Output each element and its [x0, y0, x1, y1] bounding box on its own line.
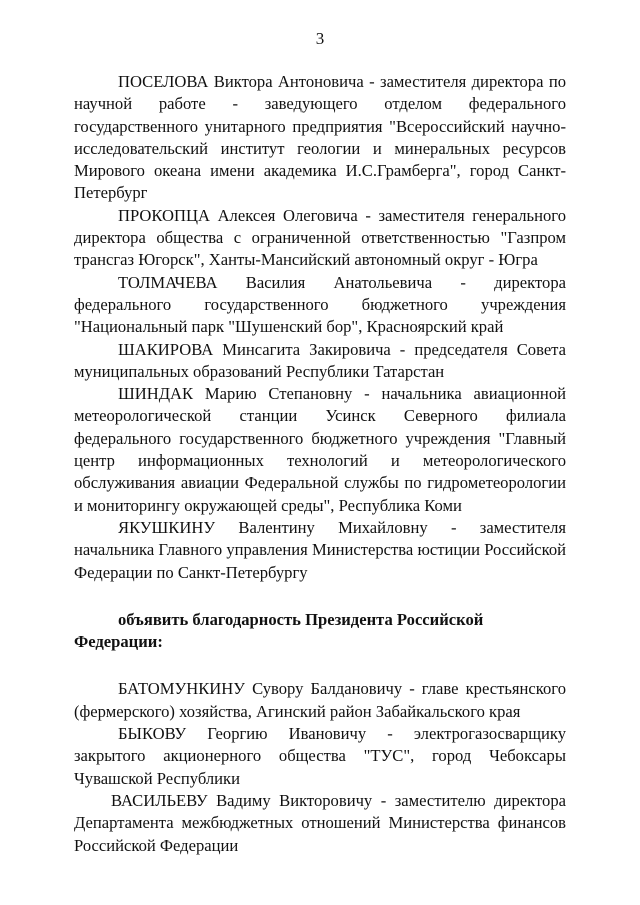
gratitude-entry-batomunkin: БАТОМУНКИНУ Сувору Балдановичу - главе крестьянского (фермерского) хозяйства, Агинский район Забайкальского края [74, 679, 566, 721]
award-entry-shakirov: ШАКИРОВА Минсагита Закировича - председателя Совета муниципальных образований Республики Татарстан [74, 339, 566, 381]
award-entry-shindak: ШИНДАК Марию Степановну - начальника авиационной метеорологической станции Усинск Северного филиала федерального государственного бюджетного учреждения "Главный центр информационных технологий и метеорологического обслуживания авиации Федеральной службы по гидрометеорологии и мониторингу окружающей среды", Республика Коми [74, 384, 566, 515]
award-entry-yakushkina: ЯКУШКИНУ Валентину Михайловну - заместителя начальника Главного управления Министерства юстиции Российской Федерации по Санкт-Петербургу [74, 517, 566, 582]
award-entry-prokopets: ПРОКОПЦА Алексея Олеговича - заместителя генерального директора общества с ограниченной ответственностью "Газпром трансгаз Югорск", Ханты-Мансийский автономный округ - Югра [74, 205, 566, 270]
gratitude-entry-vasiliev: ВАСИЛЬЕВУ Вадиму Викторовичу - заместителю директора Департамента межбюджетных отношений Министерства финансов Российской Федерации [74, 790, 566, 855]
award-entry-poselov: ПОСЕЛОВА Виктора Антоновича - заместителя директора по научной работе - заведующего отделом федерального государственного унитарного предприятия "Всероссийский научно-исследовательский институт геологии и минеральных ресурсов Мирового океана имени академика И.С.Грамберга", город Санкт-Петербург [74, 72, 566, 203]
document-body [74, 71, 566, 857]
award-entry-tolmachev: ТОЛМАЧЕВА Василия Анатольевича - директора федерального государственного бюджетного учреждения "Национальный парк "Шушенский бор", Красноярский край [74, 272, 566, 337]
gratitude-entry-bykov: БЫКОВУ Георгию Ивановичу - электрогазосварщику закрытого акционерного общества "ТУС", город Чебоксары Чувашской Республики [74, 724, 566, 788]
section-heading-gratitude: объявить благодарность Президента Российской Федерации: [74, 609, 484, 652]
page-number: 3 [315, 29, 325, 48]
